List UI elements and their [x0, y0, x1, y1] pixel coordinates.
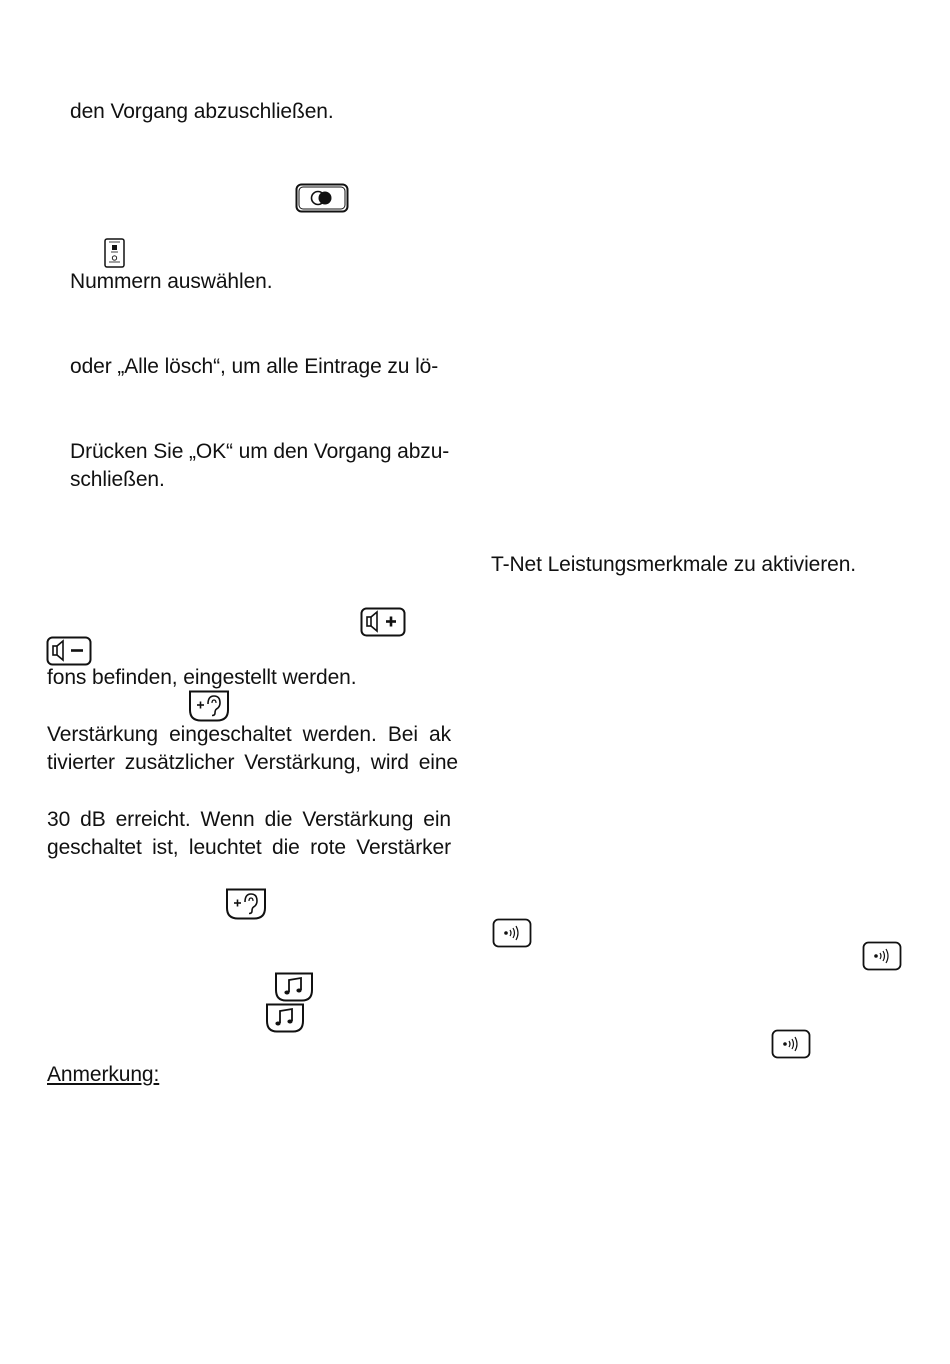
text-line: T-Net Leistungsmerkmale zu aktivieren. — [491, 553, 857, 576]
text-line: den Vorgang abzuschließen. — [70, 100, 334, 123]
text-line: schließen. — [70, 468, 165, 491]
amplify-key-icon — [225, 888, 267, 920]
record-key-icon — [295, 183, 349, 213]
text-line: oder „Alle lösch“, um alle Eintrage zu lö- — [70, 355, 439, 378]
volume-down-key-icon — [46, 636, 92, 666]
text-line: fons befinden, eingestellt werden. — [47, 666, 357, 689]
phonebook-key-icon — [104, 238, 125, 268]
amplify-key-icon — [188, 690, 230, 722]
ring-key-icon — [862, 941, 902, 971]
text-line: geschaltet ist, leuchtet die rote Verstärker — [47, 836, 451, 859]
melody-key-icon — [265, 1003, 305, 1033]
text-line: Drücken Sie „OK“ um den Vorgang abzu- — [70, 440, 450, 463]
ring-key-icon — [771, 1029, 811, 1059]
ring-key-icon — [492, 918, 532, 948]
text-line: 30 dB erreicht. Wenn die Verstärkung ein — [47, 808, 451, 831]
volume-up-key-icon — [360, 607, 406, 637]
note-heading: Anmerkung: — [47, 1063, 160, 1086]
text-line: tivierter zusätzlicher Verstärkung, wird eine — [47, 751, 458, 774]
text-line: Verstärkung eingeschaltet werden. Bei ak — [47, 723, 451, 746]
melody-key-icon — [274, 972, 314, 1002]
text-line: Nummern auswählen. — [70, 270, 273, 293]
